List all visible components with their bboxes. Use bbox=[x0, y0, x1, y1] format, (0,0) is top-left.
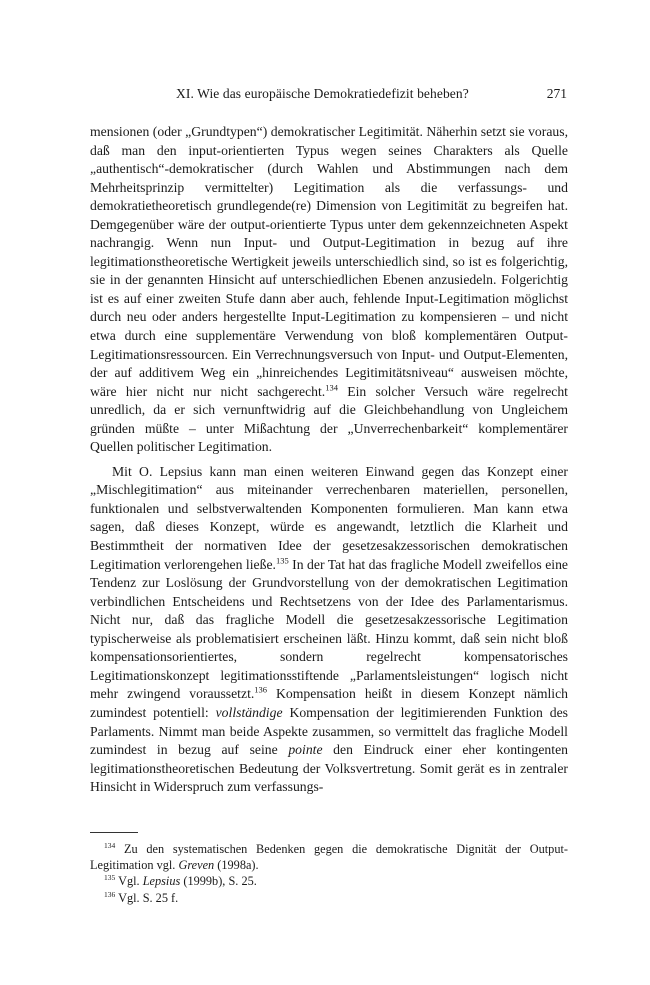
footnote-marker: 134 bbox=[325, 382, 338, 393]
emphasized-text: Lepsius bbox=[142, 874, 181, 889]
emphasized-text: Greven bbox=[178, 858, 215, 873]
body-text bbox=[90, 123, 568, 797]
text-run: Mit O. Lepsius kann man einen weiteren Einwand gegen das Konzept einer „Mischlegitimation“ aus miteinander verrechenbaren materiellen, personellen, funktionalen und selbstverwaltenden Komponenten formulieren. Man kann etwa sagen, daß dieses Konzept, würde es angewandt, letztlich die Klarheit und Bestimmtheit der normativen Idee der gesetzesakzessorischen demokratischen Legitimation verlorengehen ließe. bbox=[90, 463, 568, 572]
text-run: In der Tat hat das fragliche Modell zweifellos eine Tendenz zur Loslösung der Grundvorstellung von der demokratischen Legitimation verbindlichen Entscheidens und Rechtsetzens von der Idee des Parlamentarismus. Nicht nur, daß das fragliche Modell die gesetzesakzessorische Legitimation typischerweise als problematisiert erscheinen läßt. Hinzu kommt, daß sein nicht bloß kompensationsorientiertes, sondern regelrecht kompensatorisches Legitimationskonzept legitimationsstiftende „Parlamentsleistungen“ logisch nicht mehr zwingend voraussetzt. bbox=[90, 556, 568, 702]
footnote-marker: 136 bbox=[104, 889, 116, 899]
text-run: Vgl. bbox=[115, 874, 143, 889]
footnote-marker: 135 bbox=[104, 873, 116, 883]
text-run: (1998a). bbox=[214, 858, 259, 873]
text-run: Kompensation der legitimierenden Funktion des Parlaments. Nimmt man beide Aspekte zusammen, so vermittelt das fragliche Modell zumindest in bezug auf seine bbox=[90, 704, 569, 758]
footnote bbox=[90, 841, 568, 873]
page-number: 271 bbox=[546, 86, 567, 101]
footnote bbox=[90, 873, 568, 889]
footnote-marker: 135 bbox=[275, 555, 289, 566]
paragraph bbox=[90, 463, 568, 797]
text-run: (1999b), S. 25. bbox=[180, 874, 257, 889]
paragraph bbox=[90, 123, 568, 457]
text-run: Zu den systematischen Bedenken gegen die demokratische Dignität der Output-Legitimation vgl. bbox=[90, 842, 568, 873]
footnote bbox=[90, 890, 568, 906]
text-run: mensionen (oder „Grundtypen“) demokratischer Legitimität. Näherhin setzt sie voraus, daß man den input-orientierten Typus wegen seines Charakters als Quelle „authentisch“-demokratischer (durch Wahlen und Abstimmungen nach dem Mehrheitsprinzip vermittelter) Legitimation als die verfassungs- und demokratietheoretisch grundlegende(re) Dimension von Legitimität zu begreifen hat. Demgegenüber wäre der output-orientierte Typus unter dem gekennzeichneten Aspekt nachrangig. Wenn nun Input- und Output-Legitimation in bezug auf ihre legitimationstheoretische Wertigkeit jeweils unterschiedlich sind, so ist es folgerichtig, sie in der genannten Hinsicht auf unterschiedlichen Ebenen anzusiedeln. Folgerichtig ist es auf einer zweiten Stufe dann aber auch, fehlende Input-Legitimation möglichst durch neu oder anders hergestellte Input-Legitimation zu kompensieren – und nicht etwa durch eine supplementäre Verwendung von bloß komplementären Output-Legitimationsressourcen. Ein Verrechnungsversuch von Input- und Output-Elementen, der auf additivem Weg ein „hinreichendes Legitimitätsniveau“ ausweisen möchte, wäre hier nicht nur nicht sachgerecht. bbox=[90, 124, 568, 399]
text-run: Vgl. S. 25 f. bbox=[115, 890, 179, 905]
footnote-divider bbox=[90, 832, 138, 833]
footnotes bbox=[90, 841, 568, 906]
text-run: den Eindruck einer eher kontingenten legitimationstheoretischen Bedeutung der Volksvertretung. Somit gerät es in zentraler Hinsicht in Widerspruch zum verfassungs- bbox=[90, 742, 568, 795]
footnote-marker: 134 bbox=[104, 840, 116, 850]
emphasized-text: pointe bbox=[288, 742, 323, 758]
running-header bbox=[92, 84, 567, 106]
emphasized-text: vollständige bbox=[215, 704, 283, 720]
running-header-title: XI. Wie das europäische Demokratiedefizit beheben? bbox=[176, 86, 469, 101]
text-run: Ein solcher Versuch wäre regelrecht unredlich, da er sich vernunftwidrig auf die Gleichbehandlung von Ungleichem gründen müßte – unter Mißachtung der „Unverrechenbarkeit“ komplementärer Quellen politischer Legitimation. bbox=[90, 383, 568, 455]
text-run: Kompensation heißt in diesem Konzept nämlich zumindest potentiell: bbox=[90, 686, 568, 720]
footnote-marker: 136 bbox=[254, 684, 268, 695]
